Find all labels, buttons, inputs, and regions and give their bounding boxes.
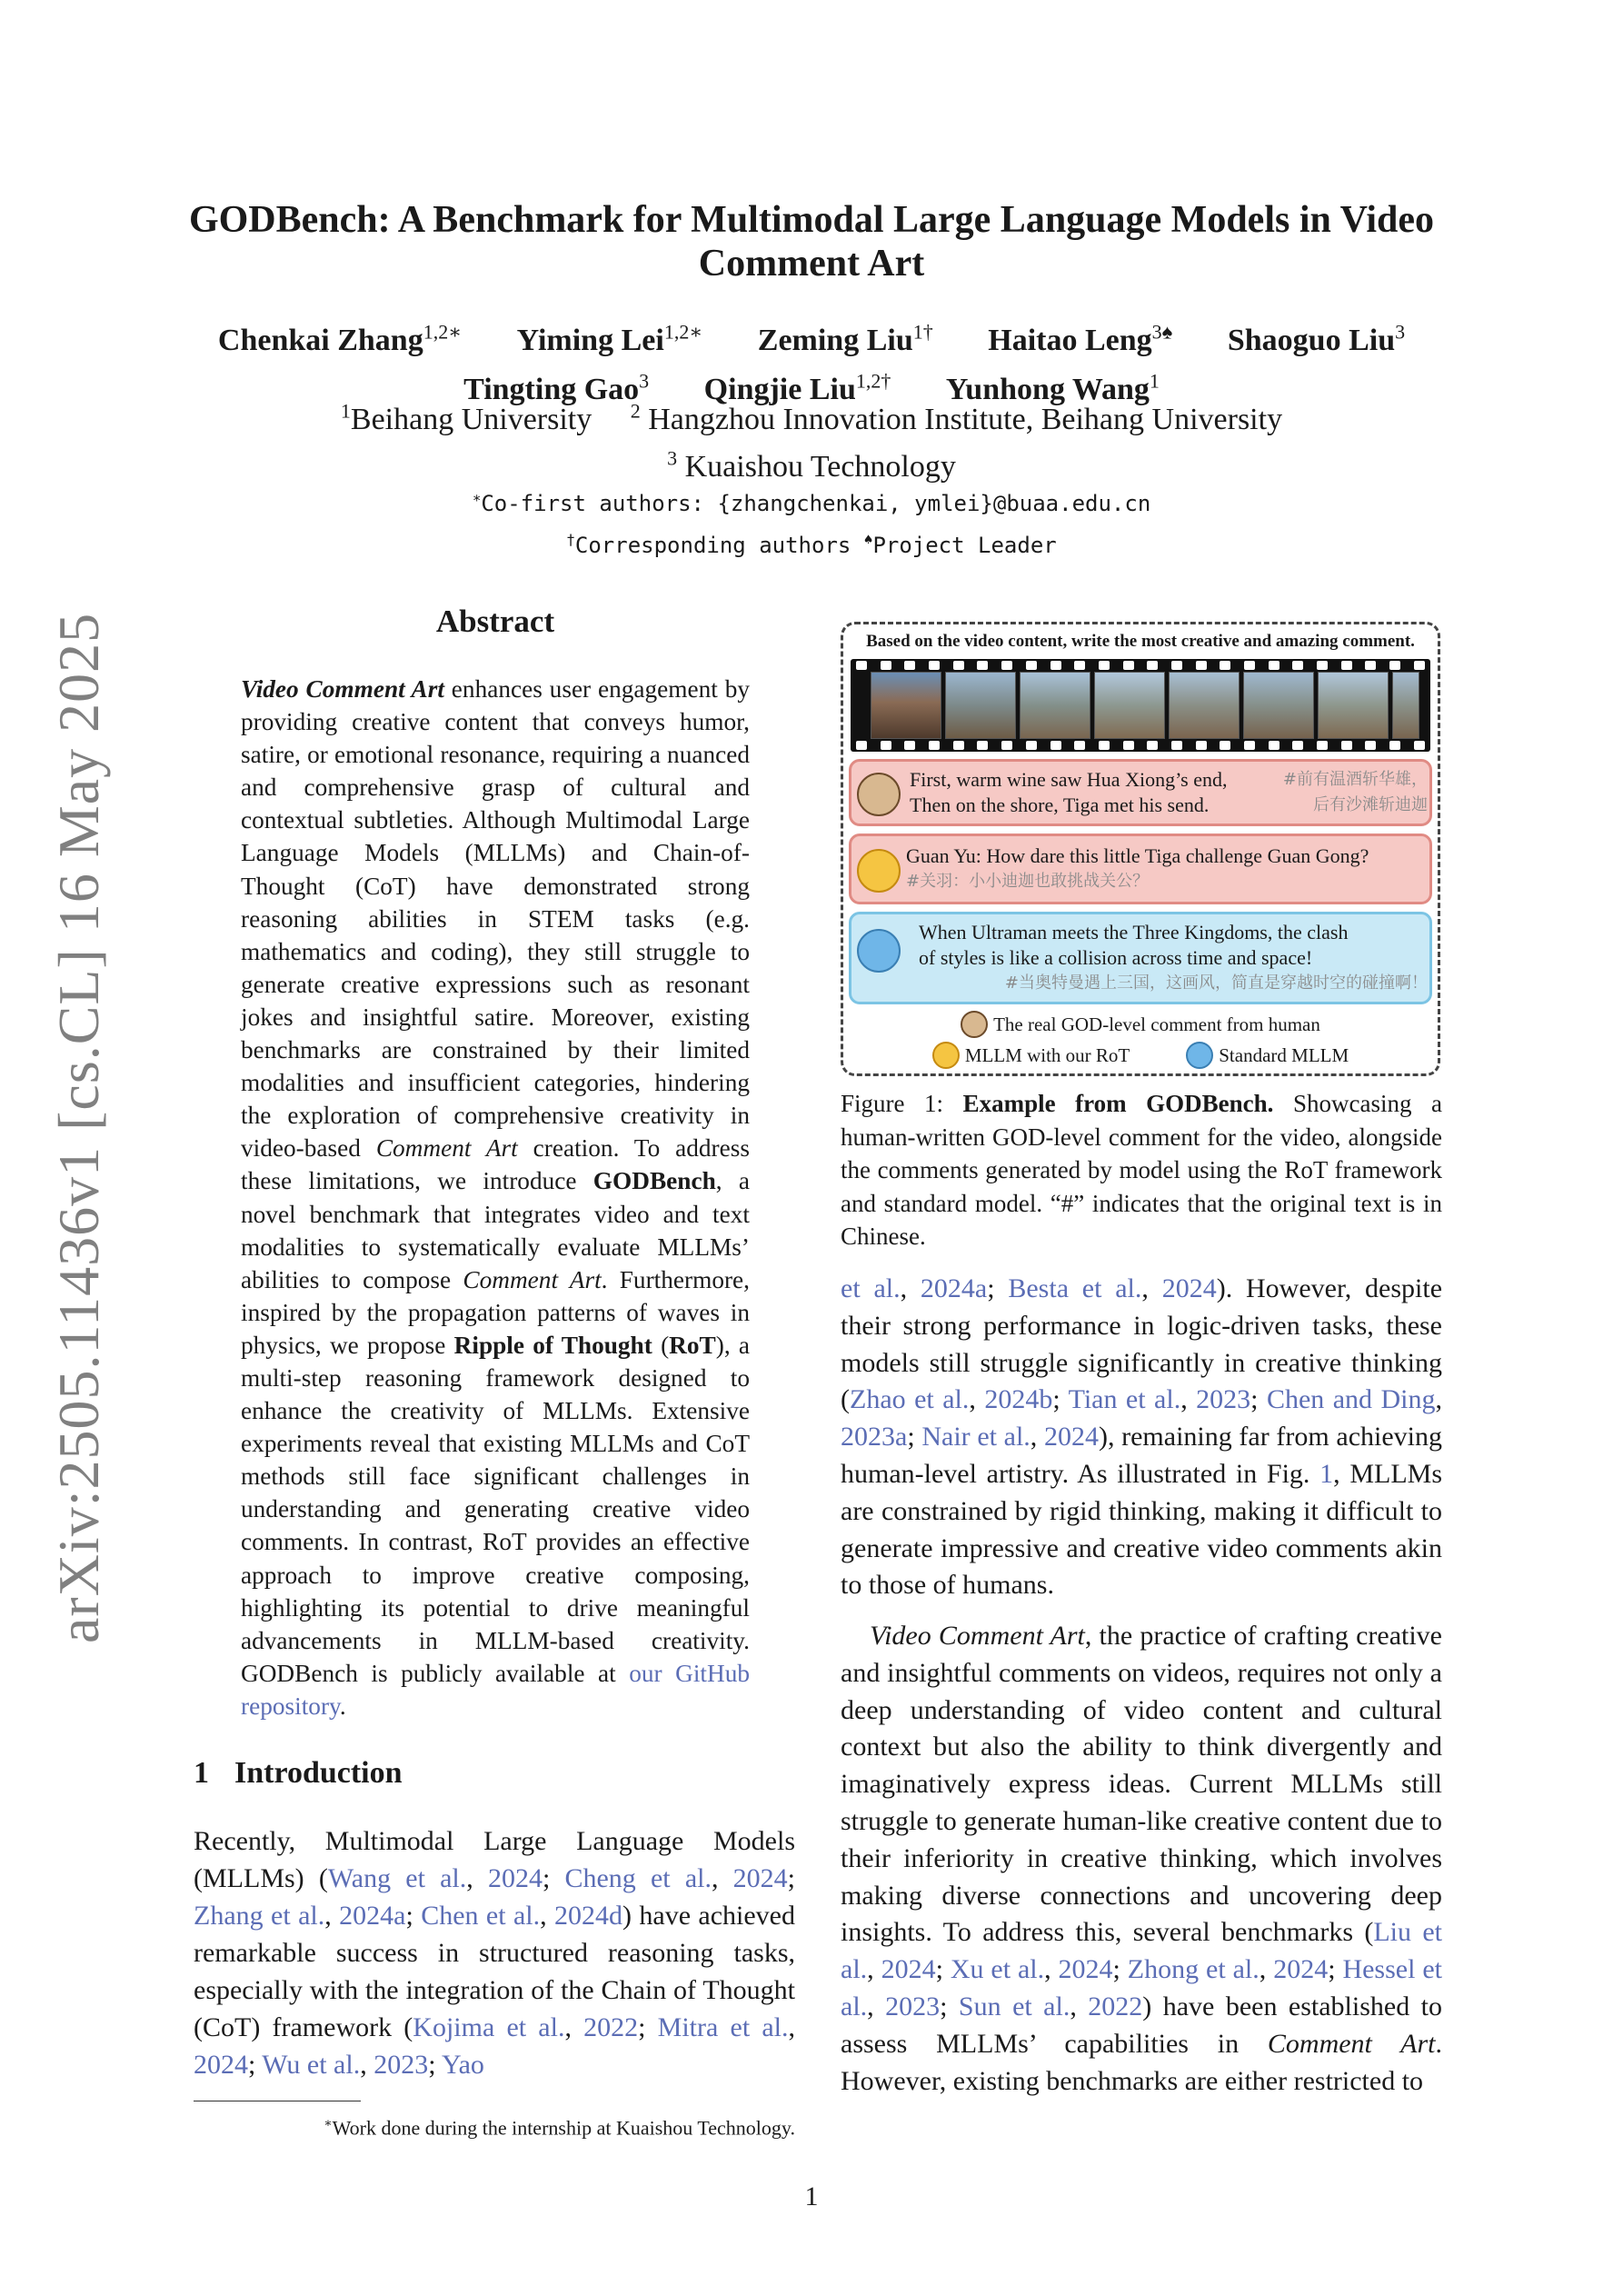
citation[interactable]: 2024 <box>881 1954 936 1985</box>
film-sprocket-hole <box>1026 661 1037 670</box>
citation[interactable]: 2024 <box>1043 1422 1099 1452</box>
human-avatar-icon <box>857 773 901 816</box>
citation[interactable]: et al. <box>841 1273 901 1303</box>
film-sprocket-hole <box>1074 741 1085 750</box>
citation[interactable]: Besta et al. <box>1008 1273 1142 1303</box>
film-sprocket-hole <box>1099 661 1110 670</box>
author: Yiming Lei$^{1,2∗}$ <box>516 321 703 358</box>
film-sprocket-hole <box>1099 741 1110 750</box>
intro-paragraph: Recently, Multimodal Large Language Models (MLLMs) (Wang et al., 2024; Cheng et al., 2024; Zhang et al., 2024a; Chen et al., 2024d) have achieved remarkable success in structured reasoning tasks, especially with the integration of the Chain of Thought (CoT) framework (Kojima et al., 2022; Mitra et al., 2024; Wu et al., 2023; Yao <box>194 1826 795 2080</box>
citation[interactable]: Nair et al. <box>921 1422 1031 1452</box>
citation[interactable]: Wang et al. <box>327 1863 467 1893</box>
film-sprocket-hole <box>1050 741 1061 750</box>
author: Tingting Gao$^3$ <box>463 369 650 406</box>
citation[interactable]: Kojima et al. <box>413 2012 565 2042</box>
video-frame <box>1169 672 1240 739</box>
rot-emoji-icon <box>932 1042 960 1069</box>
rot-comment-bubble: Guan Yu: How dare this little Tiga challenge Guan Gong? #关羽：小小迪迦也敢挑战关公？ <box>849 834 1432 904</box>
film-sprocket-hole <box>1317 661 1328 670</box>
citation[interactable]: 2024a <box>920 1273 988 1303</box>
right-column-paragraph-1: et al., 2024a; Besta et al., 2024). However, despite their strong performance in logic-driven tasks, these models still struggle significantly in creative thinking (Zhao et al., 2024b; Tian et al., 2023; Chen and Ding, 2023a; Nair et al., 2024), remaining far from achieving human-level artistry. As illustrated in Fig. 1, MLLMs are constrained by rigid thinking, making it difficult to generate impressive and creative video comments akin to those of humans. <box>841 1273 1443 1601</box>
footnote: ∗Work done during the internship at Kuaishou Technology. <box>324 2116 795 2140</box>
film-sprocket-hole <box>1147 741 1158 750</box>
video-filmstrip <box>851 659 1430 752</box>
video-frame <box>1392 672 1419 739</box>
standard-emoji-icon <box>1186 1042 1213 1069</box>
film-sprocket-hole <box>1220 661 1230 670</box>
citation[interactable]: Liu et al. <box>841 1917 1443 1985</box>
video-frame <box>945 672 1016 739</box>
citation[interactable]: 2024a <box>339 1901 406 1931</box>
arxiv-stamp: arXiv:2505.11436v1 [cs.CL] 16 May 2025 <box>46 612 111 1643</box>
film-sprocket-hole <box>1365 661 1376 670</box>
citation[interactable]: 2022 <box>583 2012 639 2042</box>
right-column-paragraph-2: Video Comment Art, the practice of crafting creative and insightful comments on videos, requires not only a deep understanding of video content and cultural context but also the ability to think divergently and imaginatively express ideas. Current MLLMs still struggle to generate human-like creative content due to their inferiority in creative thinking, which involves making diverse connections and uncovering deep insights. To address this, several benchmarks (Liu et al., 2024; Xu et al., 2024; Zhong et al., 2024; Hessel et al., 2023; Sun et al., 2022) have been established to assess MLLMs’ capabilities in Comment Art. However, existing benchmarks are either restricted to <box>841 1621 1443 2096</box>
film-sprocket-hole <box>977 661 988 670</box>
film-sprocket-hole <box>1317 741 1328 750</box>
standard-comment-bubble: When Ultraman meets the Three Kingdoms, the clash of styles is like a collision across time and space! #当奥特曼遇上三国，这画风，简直是穿越时空的碰撞啊！ <box>849 912 1432 1004</box>
citation[interactable]: 2023 <box>373 2050 429 2080</box>
film-sprocket-hole <box>881 741 891 750</box>
figure-1-caption: Figure 1: Example from GODBench. Showcasing a human-written GOD-level comment for the video, alongside the comments generated by model using the RoT framework and standard model. “#” indicates that the original text is in Chinese. <box>841 1090 1443 1250</box>
film-sprocket-hole <box>1244 661 1255 670</box>
citation[interactable]: 2022 <box>1088 1991 1143 2021</box>
film-sprocket-hole <box>1123 661 1134 670</box>
film-sprocket-hole <box>881 661 891 670</box>
film-sprocket-hole <box>1414 741 1425 750</box>
film-sprocket-hole <box>953 661 964 670</box>
film-sprocket-hole <box>953 741 964 750</box>
film-sprocket-hole <box>1123 741 1134 750</box>
section-heading-introduction: 1 Introduction <box>194 1756 403 1790</box>
citation[interactable]: 2024b <box>984 1384 1053 1415</box>
video-frame <box>1094 672 1165 739</box>
film-sprocket-hole <box>1292 661 1303 670</box>
citation[interactable]: Zhao et al. <box>850 1384 970 1415</box>
film-sprocket-hole <box>1389 661 1400 670</box>
citation[interactable]: 2024 <box>1161 1273 1217 1303</box>
film-sprocket-hole <box>1001 661 1012 670</box>
abstract-heading: Abstract <box>435 604 555 639</box>
citation[interactable]: 2024 <box>1058 1954 1113 1985</box>
author: Shaoguo Liu$^3$ <box>1227 321 1406 358</box>
citation[interactable]: Sun et al. <box>958 1991 1070 2021</box>
corresponding-note: †Corresponding authors ♠Project Leader <box>566 531 1057 558</box>
author: Zeming Liu$^{1\dagger}$ <box>757 321 933 358</box>
film-sprocket-hole <box>1074 661 1085 670</box>
film-sprocket-hole <box>929 741 940 750</box>
film-sprocket-hole <box>856 661 867 670</box>
figure-1 <box>841 622 1440 1076</box>
citation[interactable]: 2024 <box>732 1863 788 1893</box>
citation[interactable]: 2024 <box>1273 1954 1329 1985</box>
video-frame <box>1020 672 1090 739</box>
film-sprocket-hole <box>1341 741 1352 750</box>
citation[interactable]: Zhong et al. <box>1127 1954 1260 1985</box>
film-sprocket-hole <box>929 661 940 670</box>
affiliation: $^3$ Kuaishou Technology <box>667 446 956 484</box>
video-frame <box>1243 672 1314 739</box>
film-sprocket-hole <box>1171 741 1182 750</box>
affiliations <box>145 393 1478 486</box>
film-sprocket-hole <box>1365 741 1376 750</box>
figure-reference[interactable]: 1 <box>1319 1458 1334 1489</box>
figure-prompt: Based on the video content, write the most creative and amazing comment. <box>866 632 1415 651</box>
film-sprocket-hole <box>1220 741 1230 750</box>
film-sprocket-hole <box>1269 661 1279 670</box>
film-sprocket-hole <box>904 661 915 670</box>
human-avatar-icon <box>961 1011 988 1038</box>
affiliation: $^1$Beihang University <box>340 400 592 437</box>
film-sprocket-hole <box>1050 661 1061 670</box>
abstract-body: Video Comment Art enhances user engagement by providing creative content that conveys humor, satire, or emotional resonance, requiring a nuanced and comprehensive grasp of cultural and contextual subtleties. Although Multimodal Large Language Models (MLLMs) and Chain-of-Thought (CoT) have demonstrated strong reasoning abilities in STEM tasks (e.g. mathematics and coding), they still struggle to generate creative expressions such as resonant jokes and insightful satire. Moreover, existing benchmarks are constrained by their limited modalities and insufficient categories, hindering the exploration of comprehensive creativity in video-based Comment Art creation. To address these limitations, we introduce GODBench, a novel benchmark that integrates video and text modalities to systematically evaluate MLLMs’ abilities to compose Comment Art. Furthermore, inspired by the propagation patterns of waves in physics, we propose Ripple of Thought (RoT), a multi-step reasoning framework designed to enhance the creativity of MLLMs. Extensive experiments reveal that existing MLLMs and CoT methods still face significant challenges in understanding and generating creative video comments. In contrast, RoT provides an effective approach to improve creative composing, highlighting its potential to drive meaningful advancements in MLLM-based creativity. GODBench is publicly available at our GitHub repository. <box>241 675 751 1720</box>
citation[interactable]: Tian et al. <box>1068 1384 1181 1415</box>
film-sprocket-hole <box>1147 661 1158 670</box>
figure-legend: The real GOD-level comment from human MLLM with our RoT Standard MLLM <box>843 1010 1438 1072</box>
author: Chenkai Zhang$^{1,2∗}$ <box>217 321 463 358</box>
citation[interactable]: 2023a <box>841 1422 908 1452</box>
film-sprocket-hole <box>1269 741 1279 750</box>
film-sprocket-hole <box>904 741 915 750</box>
citation[interactable]: Xu et al. <box>950 1954 1045 1985</box>
page-number: 1 <box>804 2181 819 2211</box>
citation[interactable]: 2023 <box>885 1991 941 2021</box>
film-sprocket-hole <box>1196 661 1207 670</box>
author: Haitao Leng$^{3♠}$ <box>988 321 1173 358</box>
film-sprocket-hole <box>1389 741 1400 750</box>
video-frame <box>1318 672 1389 739</box>
citation[interactable]: Chen et al. <box>421 1901 541 1931</box>
paper-title: GODBench: A Benchmark for Multimodal Large Language Models in Video Comment Art <box>188 199 1435 285</box>
citation[interactable]: Cheng et al. <box>564 1863 712 1893</box>
affiliation: $^2$ Hangzhou Innovation Institute, Beihang University <box>630 400 1283 437</box>
film-sprocket-hole <box>1196 741 1207 750</box>
film-sprocket-hole <box>977 741 988 750</box>
citation[interactable]: 2024 <box>194 2050 248 2080</box>
co-first-note: ∗Co-first authors: {zhangchenkai, ymlei}@buaa.edu.cn <box>472 489 1151 516</box>
human-comment-bubble: First, warm wine saw Hua Xiong’s end, #前有温酒斩华雄， Then on the shore, Tiga met his send. 后有沙滩斩迪迦 <box>849 759 1432 826</box>
citation[interactable]: 2024 <box>487 1863 543 1893</box>
github-link[interactable]: our GitHub repository <box>241 1659 751 1720</box>
rot-emoji-icon <box>857 849 901 893</box>
citation[interactable]: Hessel et al. <box>841 1954 1442 2021</box>
author: Qingjie Liu$^{1,2\dagger}$ <box>703 369 891 406</box>
film-sprocket-hole <box>1171 661 1182 670</box>
author: Yunhong Wang$^1$ <box>945 369 1160 406</box>
citation[interactable]: 2024d <box>554 1901 622 1931</box>
author-notes <box>145 480 1478 564</box>
standard-emoji-icon <box>857 929 901 973</box>
film-sprocket-hole <box>1001 741 1012 750</box>
citation[interactable]: Wu et al. <box>262 2050 361 2080</box>
video-frame <box>871 672 941 739</box>
citation[interactable]: Zhang et al. <box>194 1901 325 1931</box>
film-sprocket-hole <box>1026 741 1037 750</box>
citation[interactable]: Chen and Ding <box>1266 1384 1436 1415</box>
film-sprocket-hole <box>1292 741 1303 750</box>
film-sprocket-hole <box>1244 741 1255 750</box>
citation[interactable]: Yao <box>441 2050 484 2080</box>
citation[interactable]: Mitra et al. <box>657 2012 789 2042</box>
film-sprocket-hole <box>856 741 867 750</box>
citation[interactable]: 2023 <box>1196 1384 1251 1415</box>
film-sprocket-hole <box>1414 661 1425 670</box>
film-sprocket-hole <box>1341 661 1352 670</box>
